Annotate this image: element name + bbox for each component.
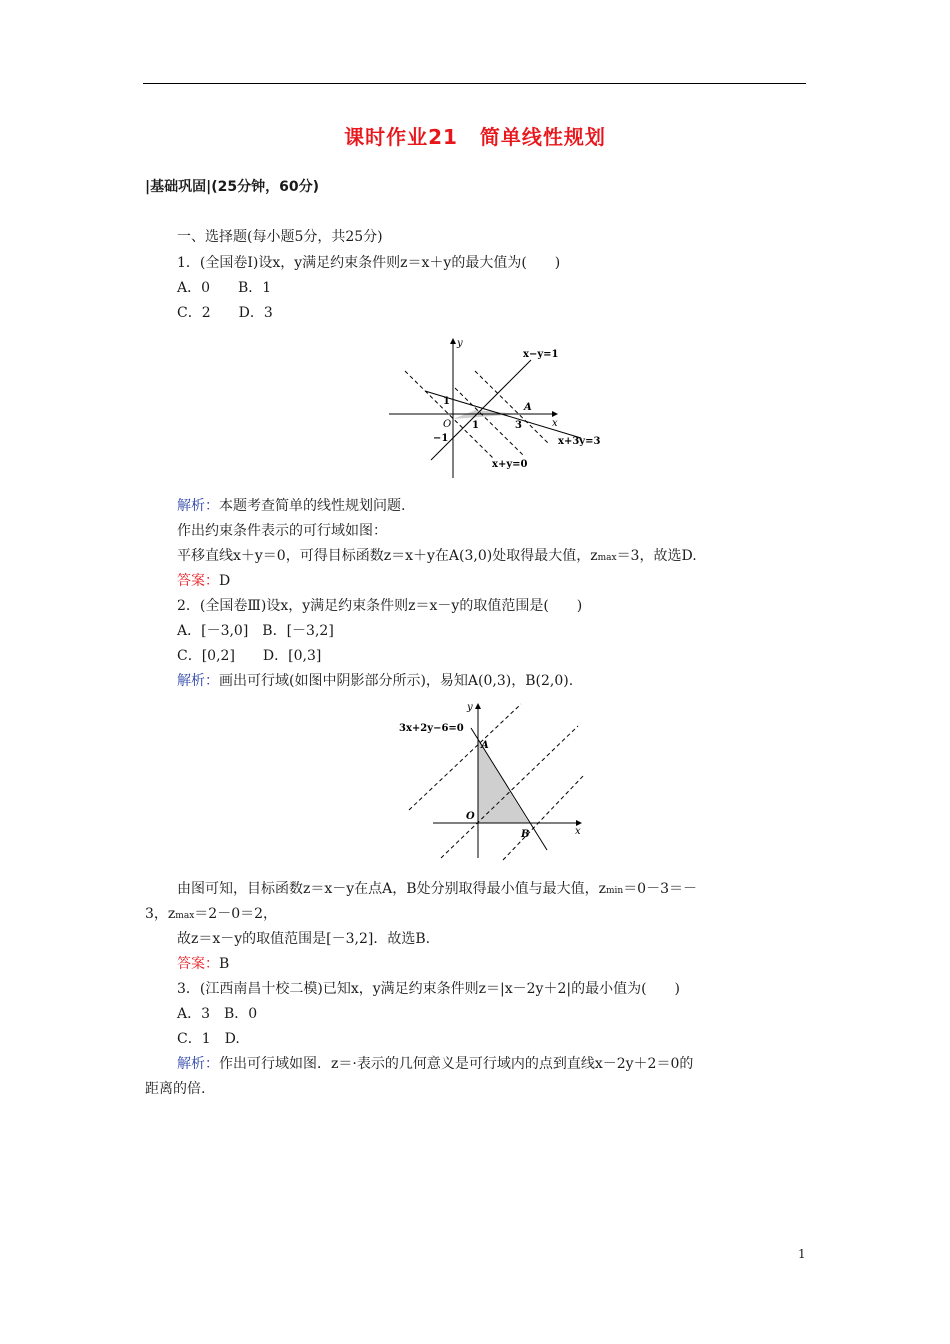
page-number: 1 (798, 1247, 806, 1261)
q1-solution-line3: 平移直线x＋y＝0，可得目标函数z＝x＋y在A(3,0)处取得最大值，zmax＝3，故选D. (177, 548, 697, 564)
q2-solution-label: 解析： (177, 673, 219, 689)
q1-label-line1: x−y=1 (523, 349, 559, 360)
q2-solution-line3: 3，zmax＝2－0＝2， (145, 906, 278, 922)
q2-stem: 2．(全国卷Ⅲ)设x，y满足约束条件则z＝x－y的取值范围是( ) (177, 598, 583, 614)
q1-stem: 1．(全国卷Ⅰ)设x，y满足约束条件则z＝x＋y的最大值为( ) (177, 255, 561, 271)
q1-label-x3: 3 (515, 420, 522, 431)
q1-label-line2: x+3y=3 (558, 436, 601, 447)
q1-answer-label: 答案： (177, 573, 219, 589)
q1-label-y1: 1 (443, 396, 450, 407)
q1-label-x1: 1 (472, 420, 479, 431)
q1-solution-line1: 解析：本题考查简单的线性规划问题. (177, 498, 406, 514)
q2-figure (393, 698, 593, 863)
q2-label-line: 3x+2y−6=0 (399, 723, 464, 734)
q2-answer: 答案：B (177, 956, 230, 972)
q3-options-ab: A．3 B．0 (177, 1006, 258, 1022)
section-heading: |基础巩固|(25分钟，60分) (145, 179, 319, 195)
q2-answer-label: 答案： (177, 956, 219, 972)
q1-options-ab: A．0 B．1 (177, 280, 272, 296)
q1-figure (385, 333, 620, 481)
q2-label-y: y (467, 702, 473, 713)
q1-answer: 答案：D (177, 573, 231, 589)
q1-line-dash-2 (475, 371, 548, 443)
page-title (0, 121, 950, 150)
q2-solution-line2: 由图可知，目标函数z＝x－y在点A，B处分别取得最小值与最大值，zmin＝0－3＝－ (177, 881, 698, 897)
q3-options-cd: C．1 D. (177, 1031, 240, 1047)
q1-label-x: x (552, 418, 558, 429)
q2-label-B: B (521, 829, 530, 840)
q1-label-y: y (457, 338, 463, 349)
q1-label-origin: O (443, 419, 452, 430)
q1-options-cd: C．2 D．3 (177, 305, 273, 321)
q1-solution-label: 解析： (177, 498, 219, 514)
q3-solution-line1: 解析：作出可行域如图．z＝·表示的几何意义是可行域内的点到直线x－2y＋2＝0的 (177, 1056, 694, 1072)
q2-label-x: x (575, 826, 581, 837)
header-rule (143, 83, 806, 84)
q1-solution-line2: 作出约束条件表示的可行域如图： (177, 523, 387, 539)
q2-options-ab: A．[－3,0] B．[－3,2] (177, 623, 334, 639)
q3-solution-line2: 距离的倍. (145, 1081, 206, 1097)
q2-solution-line1: 解析：画出可行域(如图中阴影部分所示)，易知A(0,3)，B(2,0). (177, 673, 574, 689)
title-main: 课时作业21 (344, 125, 458, 149)
q1-label-ym1: −1 (433, 433, 449, 444)
q2-solution-line4: 故z＝x－y的取值范围是[－3,2]．故选B. (177, 931, 431, 947)
q1-line-x-minus-y (431, 360, 531, 460)
q3-stem: 3．(江西南昌十校二模)已知x，y满足约束条件则z＝|x－2y＋2|的最小值为( ) (177, 981, 680, 997)
q3-solution-label: 解析： (177, 1056, 219, 1072)
title-sub: 简单线性规划 (479, 125, 606, 149)
q1-line-dash-3 (455, 388, 523, 455)
q2-label-A: A (481, 740, 489, 751)
part-heading: 一、选择题(每小题5分，共25分) (177, 229, 383, 245)
q2-label-origin: O (466, 811, 475, 822)
q2-options-cd: C．[0,2] D．[0,3] (177, 648, 322, 664)
q1-label-line3: x+y=0 (492, 459, 528, 470)
q1-label-A: A (524, 402, 532, 413)
